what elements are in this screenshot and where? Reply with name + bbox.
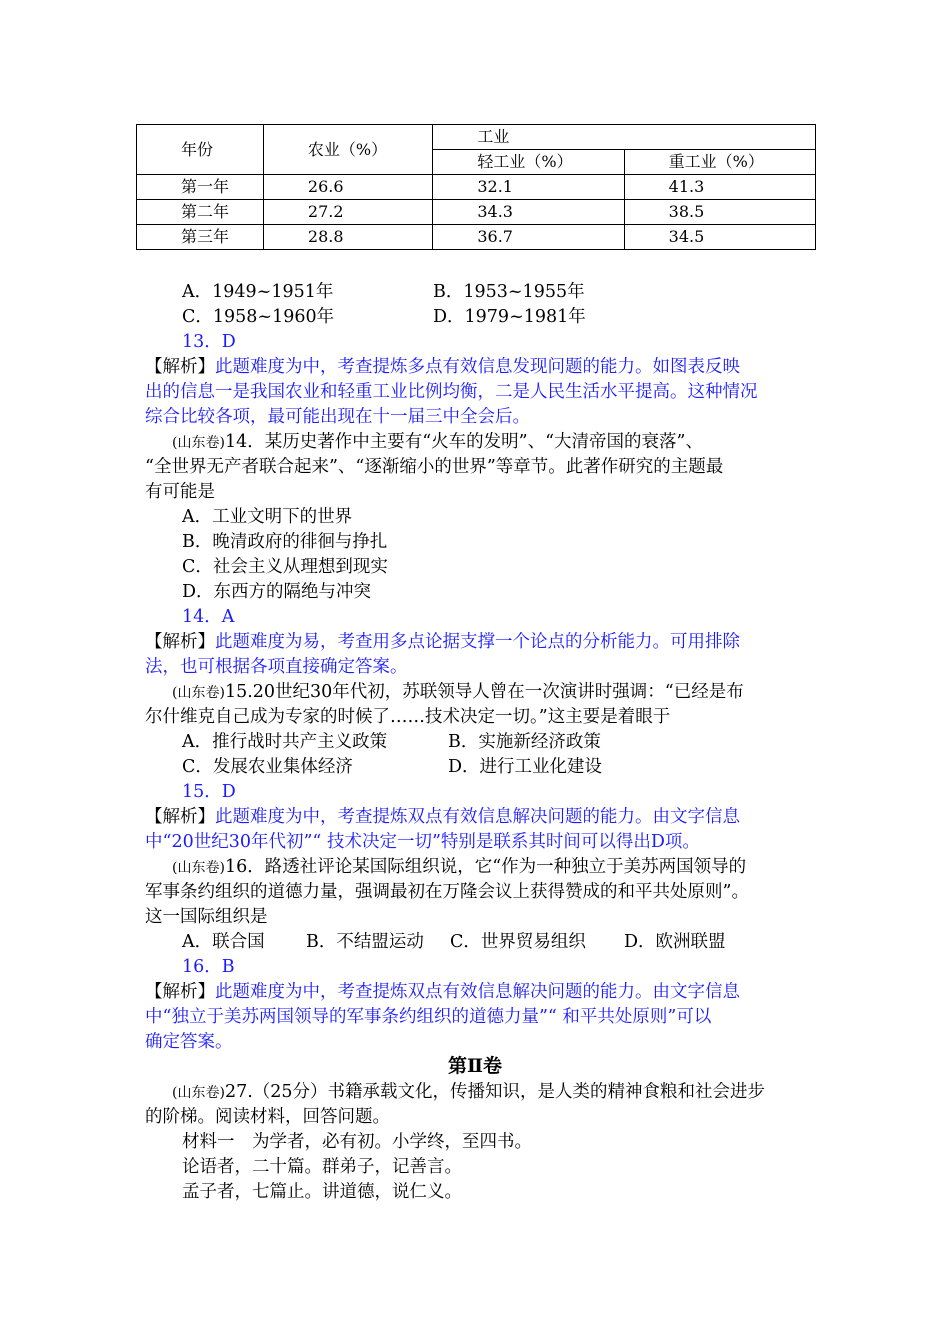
cell-agriculture: 28.8 <box>263 225 432 250</box>
analysis-text: 此题难度为中，考查提炼双点有效信息解决问题的能力。由文字信息 <box>215 982 740 1002</box>
q14-option-d: D．东西方的隔绝与冲突 <box>182 582 372 602</box>
q16-analysis-line-2: 中“独立于美苏两国领导的军事条约组织的道德力量”“ 和平共处原则”可以 <box>145 1007 712 1027</box>
q14-option-c: C．社会主义从理想到现实 <box>182 557 388 577</box>
q15-option-c: C．发展农业集体经济 <box>182 757 353 777</box>
q15-stem-text: 15.20世纪30年代初，苏联领导人曾在一次演讲时强调：“已经是布 <box>224 682 744 702</box>
q14-analysis-line-1 <box>145 630 740 655</box>
section-heading: 第Ⅱ卷 <box>447 1055 502 1077</box>
analysis-text: 此题难度为中，考查提炼多点有效信息发现问题的能力。如图表反映 <box>215 357 740 377</box>
q27-stem-line-2: 的阶梯。阅读材料，回答问题。 <box>145 1107 390 1127</box>
q13-option-b: B．1953~1955年 <box>433 282 585 302</box>
header-agriculture: 农业（%） <box>263 125 432 175</box>
production-ratio-table <box>136 124 816 250</box>
q16-stem-line-2: 军事条约组织的道德力量，强调最初在万隆会议上获得赞成的和平共处原则”。 <box>145 882 749 902</box>
q14-source: (山东卷) <box>172 435 225 451</box>
q27-source: (山东卷) <box>172 1085 225 1101</box>
table-row <box>137 225 816 250</box>
q13-answer: 13．D <box>182 332 236 352</box>
analysis-tag: 【解析】 <box>145 982 215 1002</box>
q13-analysis-line-2: 出的信息一是我国农业和轻重工业比例均衡，二是人民生活水平提高。这种情况 <box>145 382 758 402</box>
q27-stem-text: 27.（25分）书籍承载文化，传播知识，是人类的精神食粮和社会进步 <box>224 1082 766 1102</box>
q13-analysis-line-3: 综合比较各项，最可能出现在十一届三中全会后。 <box>145 407 530 427</box>
q15-source: (山东卷) <box>172 685 225 701</box>
cell-year: 第二年 <box>137 200 264 225</box>
q14-analysis-line-2: 法，也可根据各项直接确定答案。 <box>145 657 408 677</box>
cell-agriculture: 26.6 <box>263 175 432 200</box>
analysis-text: 此题难度为中，考查提炼双点有效信息解决问题的能力。由文字信息 <box>215 807 740 827</box>
q14-stem-line-2: “全世界无产者联合起来”、“逐渐缩小的世界”等章节。此著作研究的主题最 <box>145 457 724 477</box>
q15-stem-line-1 <box>172 680 744 706</box>
q16-analysis-line-1 <box>145 980 740 1005</box>
analysis-tag: 【解析】 <box>145 357 215 377</box>
q16-source: (山东卷) <box>172 860 225 876</box>
header-industry: 工业 <box>433 125 816 150</box>
q16-answer: 16．B <box>182 957 235 977</box>
q13-option-c: C．1958~1960年 <box>182 307 335 327</box>
q14-stem-line-1 <box>172 430 703 456</box>
q16-analysis-line-3: 确定答案。 <box>145 1032 233 1052</box>
cell-light: 34.3 <box>433 200 624 225</box>
q16-stem-text: 16．路透社评论某国际组织说，它“作为一种独立于美苏两国领导的 <box>224 857 747 877</box>
q15-option-a: A．推行战时共产主义政策 <box>182 732 388 752</box>
cell-agriculture: 27.2 <box>263 200 432 225</box>
q16-stem-line-1 <box>172 855 746 881</box>
q15-stem-line-2: 尔什维克自己成为专家的时候了……技术决定一切。”这主要是着眼于 <box>145 707 671 727</box>
q13-option-d: D．1979~1981年 <box>433 307 586 327</box>
q15-answer: 15．D <box>182 782 236 802</box>
cell-light: 36.7 <box>433 225 624 250</box>
q15-option-b: B．实施新经济政策 <box>448 732 601 752</box>
q16-option-c: C．世界贸易组织 <box>450 932 586 952</box>
analysis-tag: 【解析】 <box>145 632 215 652</box>
q27-stem-line-1 <box>172 1080 765 1106</box>
q14-option-a: A．工业文明下的世界 <box>182 507 353 527</box>
q27-material-line-1: 材料一 为学者，必有初。小学终，至四书。 <box>182 1132 532 1152</box>
q14-option-b: B．晚清政府的徘徊与挣扎 <box>182 532 388 552</box>
q13-option-a: A．1949~1951年 <box>182 282 334 302</box>
header-year: 年份 <box>137 125 264 175</box>
header-heavy-industry: 重工业（%） <box>624 150 815 175</box>
analysis-text: 此题难度为易，考查用多点论据支撑一个论点的分析能力。可用排除 <box>215 632 740 652</box>
q14-answer: 14．A <box>182 607 235 627</box>
q27-material-line-3: 孟子者，七篇止。讲道德，说仁义。 <box>182 1182 462 1202</box>
analysis-tag: 【解析】 <box>145 807 215 827</box>
header-light-industry: 轻工业（%） <box>433 150 624 175</box>
cell-heavy: 38.5 <box>624 200 815 225</box>
q15-analysis-line-2: 中“20世纪30年代初”“ 技术决定一切”特别是联系其时间可以得出D项。 <box>145 832 700 852</box>
q16-option-d: D．欧洲联盟 <box>624 932 726 952</box>
table-row <box>137 175 816 200</box>
cell-heavy: 41.3 <box>624 175 815 200</box>
q27-material-line-2: 论语者，二十篇。群弟子，记善言。 <box>182 1157 462 1177</box>
q14-stem-line-3: 有可能是 <box>145 482 215 502</box>
cell-light: 32.1 <box>433 175 624 200</box>
table-row <box>137 200 816 225</box>
q16-stem-line-3: 这一国际组织是 <box>145 907 268 927</box>
q15-analysis-line-1 <box>145 805 740 830</box>
q14-stem-text: 14．某历史著作中主要有“火车的发明”、“大清帝国的衰落”、 <box>224 432 703 452</box>
q16-option-b: B．不结盟运动 <box>306 932 424 952</box>
q15-option-d: D．进行工业化建设 <box>448 757 603 777</box>
cell-year: 第一年 <box>137 175 264 200</box>
cell-year: 第三年 <box>137 225 264 250</box>
q16-option-a: A．联合国 <box>182 932 265 952</box>
cell-heavy: 34.5 <box>624 225 815 250</box>
q13-analysis-line-1 <box>145 355 740 380</box>
